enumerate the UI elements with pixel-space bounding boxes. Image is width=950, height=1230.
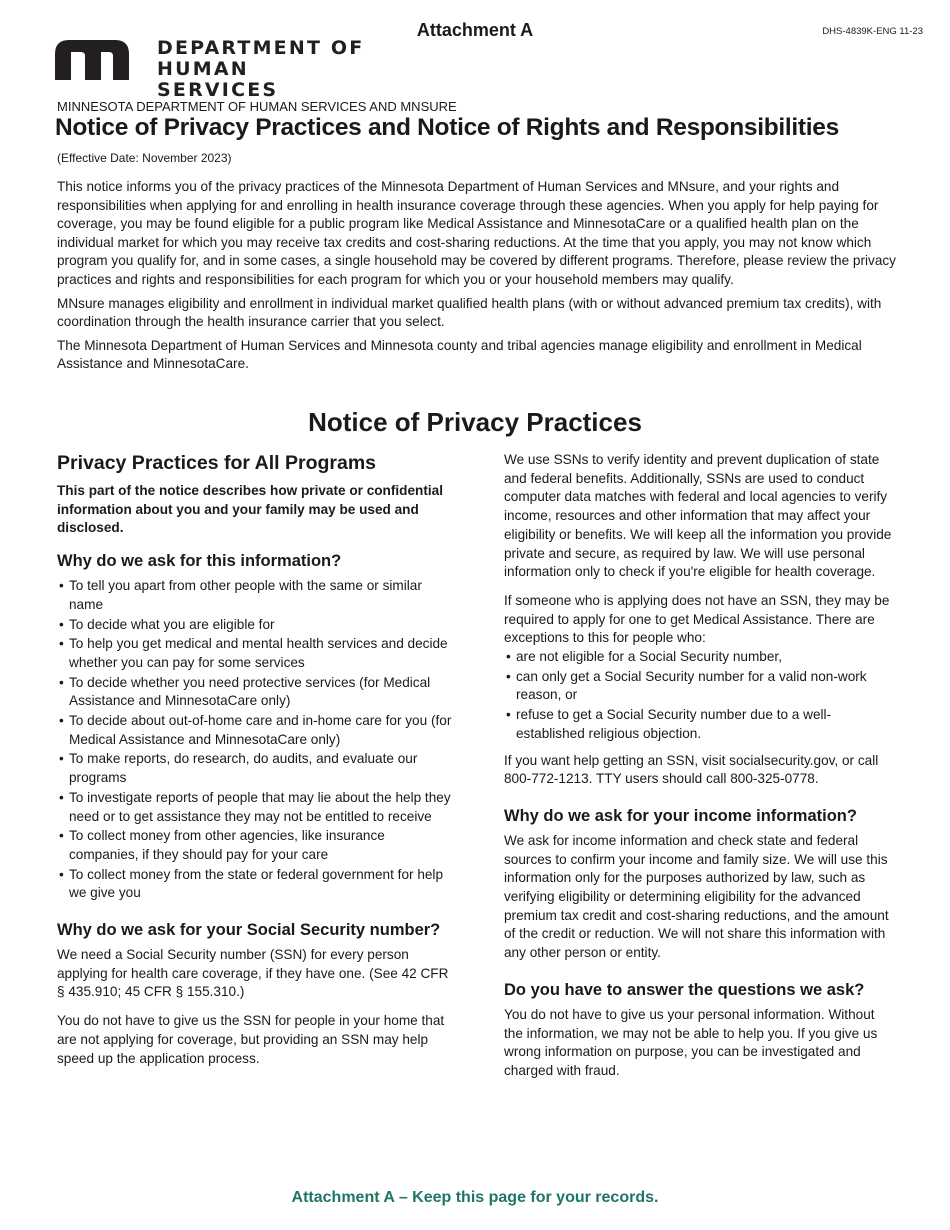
privacy-practices-heading: Privacy Practices for All Programs bbox=[57, 452, 377, 474]
income-paragraph: We ask for income information and check state and federal sources to confirm your income and family size. We will use this information only for the purposes authorized by law, such as verifying eligibility or determining eligibility for the advanced premium tax credit and cost-sharing reductions, and the amount of the credit or reduction. We will not share this information with any other person or entity. bbox=[504, 832, 889, 961]
list-item: • To collect money from the state or federal government for help we give you bbox=[57, 866, 457, 903]
answer-heading: Do you have to answer the questions we ask? bbox=[504, 980, 865, 999]
right-column bbox=[504, 451, 896, 1091]
section-title: Notice of Privacy Practices bbox=[308, 407, 642, 437]
effective-date: (Effective Date: November 2023) bbox=[57, 151, 232, 165]
ssn-paragraph-1: We need a Social Security number (SSN) for every person applying for health care coverage, if they have one. (See 42 CFR § 435.910; 45 CFR § 155.310.) bbox=[57, 947, 449, 1000]
ssn-exceptions-list bbox=[504, 648, 896, 744]
ssn-paragraph-3: We use SSNs to verify identity and prevent duplication of state and federal benefits. Additionally, SSNs are used to conduct computer data matches with federal and local agencies to verify income, resources and other information that may affect your eligibility or benefits. We will keep all the information you provide private and secure, as required by law. We will use personal information only to check if you're eligible for health coverage. bbox=[504, 452, 892, 580]
left-column bbox=[57, 450, 457, 1078]
list-item: • To tell you apart from other people with the same or similar name bbox=[57, 577, 457, 614]
why-info-heading: Why do we ask for this information? bbox=[57, 552, 342, 571]
intro-paragraph-2: MNsure manages eligibility and enrollment in individual market qualified health plans (with or without advanced premium tax credits), with coordination through the health insurance carrier that you select. bbox=[57, 295, 882, 330]
attachment-label: Attachment A bbox=[416, 20, 534, 40]
page-title: Notice of Privacy Practices and Notice of Rights and Responsibilities bbox=[55, 114, 839, 141]
why-info-list bbox=[57, 577, 457, 903]
dhs-logo bbox=[55, 37, 375, 101]
list-item: • To collect money from other agencies, like insurance companies, if they should pay for your care bbox=[57, 827, 457, 864]
list-item: • refuse to get a Social Security number due to a well-established religious objection. bbox=[504, 706, 896, 743]
list-item: • To make reports, do research, do audits, and evaluate our programs bbox=[57, 750, 457, 787]
minnesota-logo-icon bbox=[55, 40, 143, 80]
list-item: • are not eligible for a Social Security number, bbox=[504, 648, 896, 667]
logo-line-1: DEPARTMENT OF bbox=[157, 37, 365, 59]
list-item: • To help you get medical and mental health services and decide whether you can pay for some services bbox=[57, 635, 457, 672]
logo-line-2: HUMAN SERVICES bbox=[157, 58, 279, 101]
ssn-paragraph-4: If someone who is applying does not have an SSN, they may be required to apply for one to get Medical Assistance. There are exceptions to this for people who: bbox=[504, 592, 890, 646]
form-code: DHS-4839K-ENG 11-23 bbox=[822, 26, 923, 37]
privacy-lead: This part of the notice describes how private or confidential information about you and your family may be used and disclosed. bbox=[57, 483, 443, 536]
answer-paragraph: You do not have to give us your personal information. Without the information, we may not be able to help you. If you give us wrong information on purpose, you can be investigated and charged with fraud. bbox=[504, 1006, 878, 1078]
footer-note: Attachment A – Keep this page for your records. bbox=[291, 1189, 659, 1206]
list-item: • can only get a Social Security number for a valid non-work reason, or bbox=[504, 668, 896, 705]
list-item: • To decide about out-of-home care and in-home care for you (for Medical Assistance and MinnesotaCare only) bbox=[57, 712, 457, 749]
list-item: • To decide what you are eligible for bbox=[57, 616, 457, 635]
list-item: • To investigate reports of people that may lie about the help they need or to get assistance they may not be entitled to receive bbox=[57, 789, 457, 826]
intro-paragraph-3: The Minnesota Department of Human Services and Minnesota county and tribal agencies manage eligibility and enrollment in Medical Assistance and MinnesotaCare. bbox=[57, 337, 862, 372]
ssn-heading: Why do we ask for your Social Security number? bbox=[57, 921, 441, 940]
ssn-help: If you want help getting an SSN, visit socialsecurity.gov, or call 800-772-1213. TTY users should call 800-325-0778. bbox=[504, 752, 879, 787]
agency-line: MINNESOTA DEPARTMENT OF HUMAN SERVICES AND MNSURE bbox=[57, 99, 457, 114]
intro-section bbox=[57, 178, 897, 379]
list-item: • To decide whether you need protective services (for Medical Assistance and MinnesotaCare only) bbox=[57, 674, 457, 711]
income-heading: Why do we ask for your income information? bbox=[504, 806, 857, 825]
ssn-paragraph-2: You do not have to give us the SSN for people in your home that are not applying for coverage, but providing an SSN may help speed up the application process. bbox=[57, 1013, 445, 1066]
logo-text bbox=[157, 38, 375, 101]
intro-paragraph-1: This notice informs you of the privacy practices of the Minnesota Department of Human Services and MNsure, and your rights and responsibilities when applying for and enrolling in health insurance coverage through these agencies. When you apply for help paying for coverage, you may be found eligible for a public program like Medical Assistance and MinnesotaCare or a qualified health plan on the individual market for which you may receive tax credits and cost-sharing reductions. At the time that you apply, you may not know which program you qualify for, and in some cases, a single household may be covered by different programs. Therefore, please review the privacy practices and rights and responsibilities for each program for which you or your household members may qualify. bbox=[57, 179, 896, 287]
